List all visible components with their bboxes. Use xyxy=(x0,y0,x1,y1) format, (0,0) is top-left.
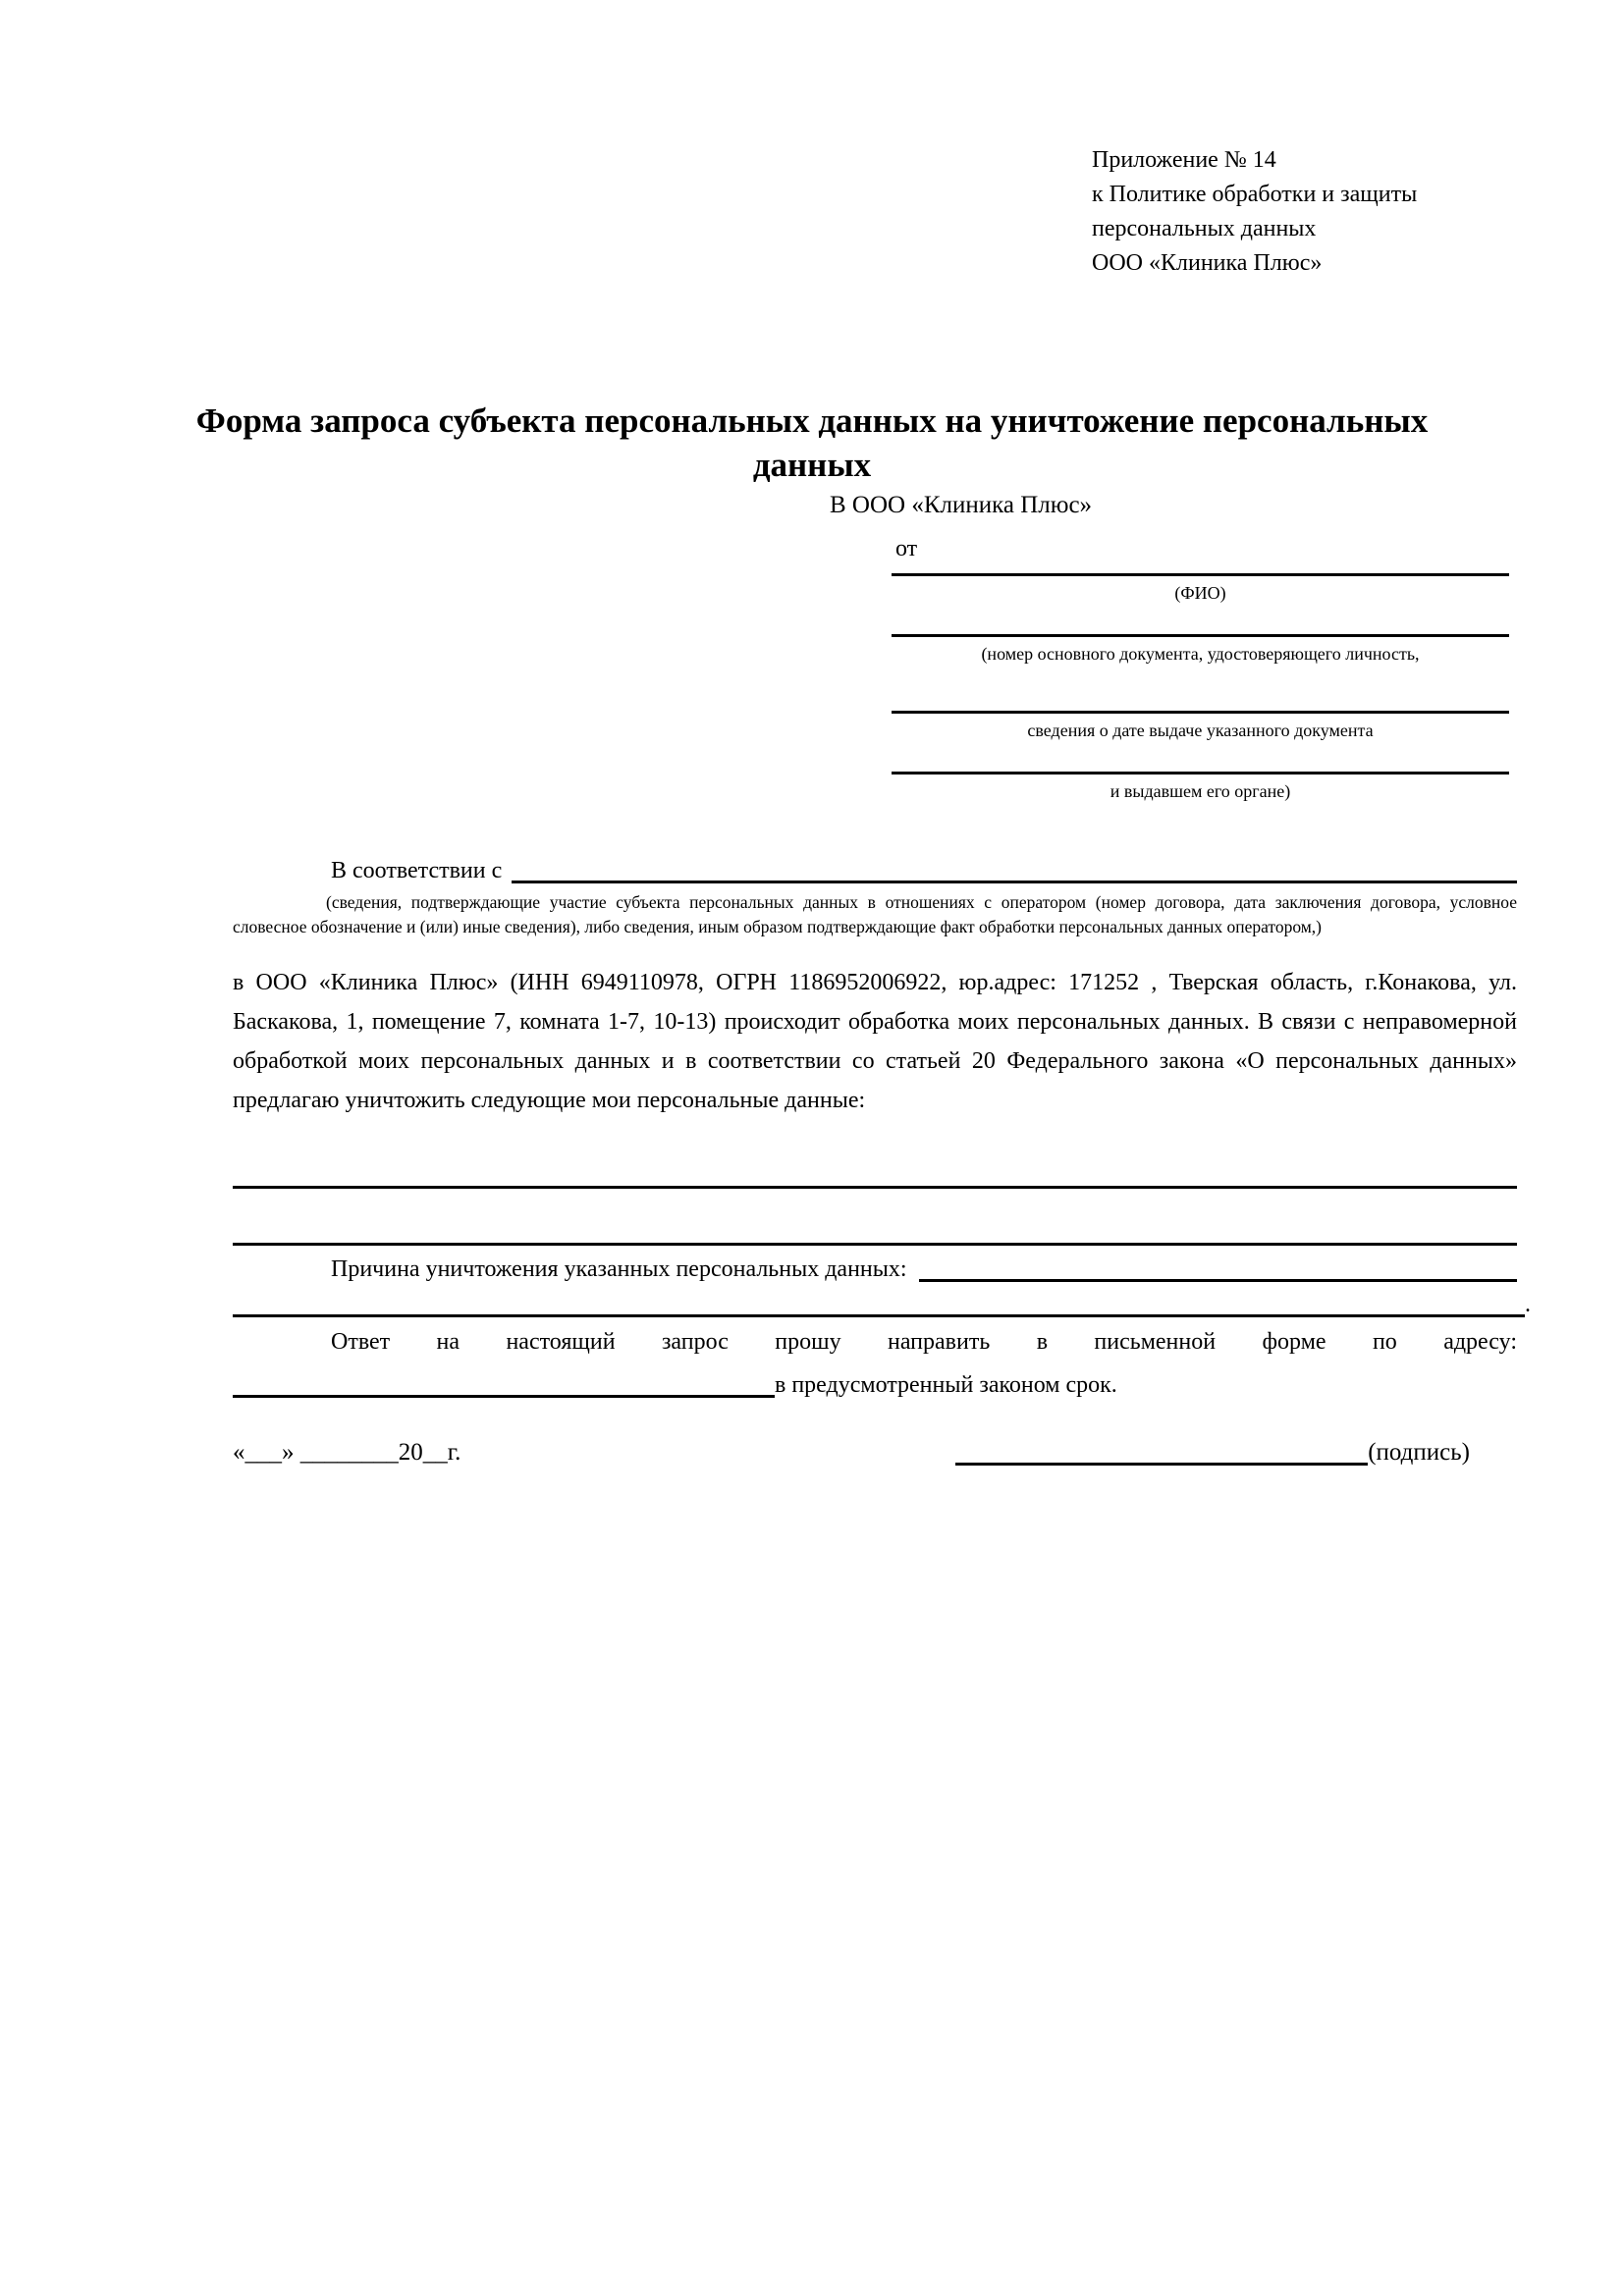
issue-date-field-caption: сведения о дате выдаче указанного документа xyxy=(1027,721,1374,740)
issuing-authority-field-caption: и выдавшем его органе) xyxy=(1110,781,1291,801)
address-field-line[interactable] xyxy=(233,1368,775,1398)
accordance-note: (сведения, подтверждающие участие субъекта персональных данных в отношениях с оператором (номер договора, дата заключения договора, условное словесное обозначение и (или) иные сведения), либо сведения, иным образом подтверждающие факт обработки персональных данных оператором,) xyxy=(233,892,1517,936)
accordance-field-line[interactable] xyxy=(512,854,1517,883)
fio-field-caption: (ФИО) xyxy=(1174,583,1226,603)
data-to-destroy-line-1[interactable] xyxy=(233,1186,1517,1189)
addressee-org: В ООО «Клиника Плюс» xyxy=(830,492,1093,518)
signature-caption: (подпись) xyxy=(1368,1439,1470,1466)
from-label: от xyxy=(895,536,918,561)
appendix-header-line: персональных данных xyxy=(1092,216,1317,241)
reason-label: Причина уничтожения указанных персональных данных: xyxy=(331,1256,907,1282)
signature-block xyxy=(955,1435,1470,1470)
appendix-header-line: Приложение № 14 xyxy=(1092,147,1276,173)
date-blank[interactable]: «___» ________20__г. xyxy=(233,1439,461,1466)
document-number-field xyxy=(892,634,1509,664)
signature-line[interactable] xyxy=(955,1435,1368,1466)
form-title xyxy=(0,399,1624,487)
answer-address-row xyxy=(233,1368,1517,1402)
reason-row xyxy=(331,1253,1517,1286)
document-number-field-caption: (номер основного документа, удостоверяющего личность, xyxy=(981,644,1420,664)
date-signature-row xyxy=(233,1435,1470,1470)
answer-sentence: Ответ на настоящий запрос прошу направить в письменной форме по адресу: xyxy=(331,1329,1517,1355)
appendix-header-line: к Политике обработки и защиты xyxy=(1092,182,1418,207)
accordance-lead: В соответствии с xyxy=(331,858,503,883)
data-to-destroy-line-2[interactable] xyxy=(233,1243,1517,1246)
issue-date-field xyxy=(892,711,1509,740)
sentence-period: . xyxy=(1525,1292,1531,1317)
form-title-text: Форма запроса субъекта персональных данных на уничтожение персональных данных xyxy=(195,401,1429,484)
request-body: в ООО «Клиника Плюс» (ИНН 6949110978, ОГРН 1186952006922, юр.адрес: 171252 , Тверская область, г.Конакова, ул. Баскакова, 1, помещение 7, комната 1-7, 10-13) происходит обработка моих персональных данных. В связи с неправомерной обработкой моих персональных данных и в соответствии со статьей 20 Федерального закона «О персональных данных» предлагаю уничтожить следующие мои персональные данные: xyxy=(233,970,1517,1113)
reason-field-line-2[interactable] xyxy=(233,1288,1525,1317)
appendix-header xyxy=(1092,143,1417,281)
issuing-authority-field xyxy=(892,772,1509,801)
answer-tail: в предусмотренный законом срок. xyxy=(775,1372,1117,1398)
appendix-header-line: ООО «Клиника Плюс» xyxy=(1092,250,1323,276)
accordance-row xyxy=(331,854,1517,887)
reason-field-line[interactable] xyxy=(919,1253,1517,1282)
fio-field xyxy=(892,573,1509,603)
reason-continuation-row xyxy=(233,1288,1531,1321)
